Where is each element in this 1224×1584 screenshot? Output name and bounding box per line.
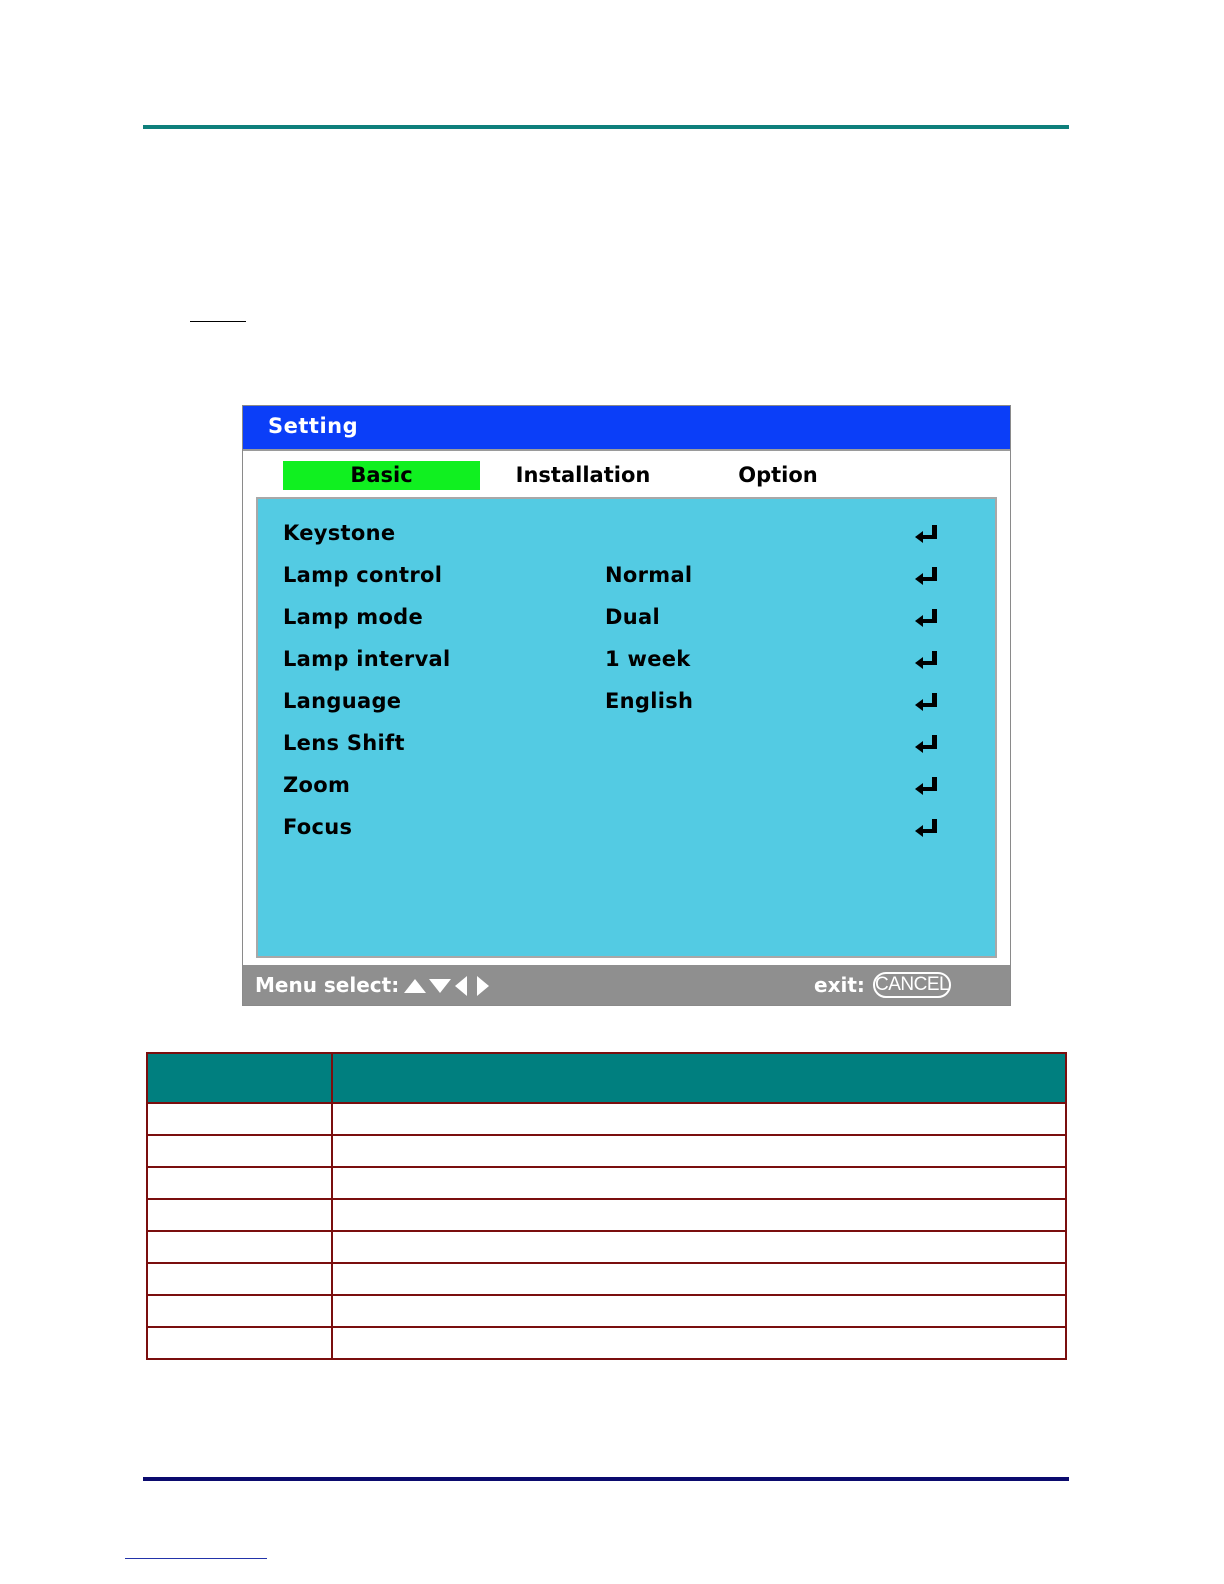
- table-row: [147, 1103, 1066, 1135]
- footer-rule: [143, 1477, 1069, 1481]
- enter-return-icon: [914, 733, 940, 757]
- underline-mark: [190, 321, 246, 322]
- table-row: [147, 1263, 1066, 1295]
- table-cell: [147, 1295, 332, 1327]
- title-bar: [243, 406, 1010, 449]
- up-arrow-icon: [404, 979, 426, 993]
- menu-item-label: Zoom: [283, 773, 351, 797]
- menu-item-value: Dual: [605, 605, 660, 629]
- menu-item-lens-shift[interactable]: [258, 727, 995, 761]
- header-rule: [143, 125, 1069, 129]
- menu-item-keystone[interactable]: [258, 517, 995, 551]
- menu-panel: [256, 497, 997, 958]
- enter-return-icon: [914, 691, 940, 715]
- window-title: Setting: [268, 414, 359, 438]
- menu-item-value: English: [605, 689, 694, 713]
- table-row: [147, 1167, 1066, 1199]
- table-cell: [332, 1231, 1066, 1263]
- menu-item-label: Focus: [283, 815, 353, 839]
- enter-return-icon: [914, 817, 940, 841]
- menu-item-zoom[interactable]: [258, 769, 995, 803]
- tab-basic[interactable]: Basic: [283, 461, 480, 490]
- table-header-cell: [332, 1053, 1066, 1103]
- table-cell: [147, 1327, 332, 1359]
- table-row: [147, 1135, 1066, 1167]
- left-arrow-icon: [455, 976, 467, 996]
- menu-item-label: Lamp interval: [283, 647, 451, 671]
- enter-return-icon: [914, 523, 940, 547]
- table-cell: [147, 1231, 332, 1263]
- menu-item-value: 1 week: [605, 647, 691, 671]
- description-table: [146, 1052, 1067, 1360]
- menu-item-lamp-mode[interactable]: [258, 601, 995, 635]
- table-cell: [332, 1167, 1066, 1199]
- table-header-cell: [147, 1053, 332, 1103]
- table-row: [147, 1231, 1066, 1263]
- table-cell: [332, 1263, 1066, 1295]
- tab-option[interactable]: Option: [738, 463, 818, 487]
- menu-item-label: Language: [283, 689, 402, 713]
- menu-item-lamp-control[interactable]: [258, 559, 995, 593]
- table-cell: [332, 1327, 1066, 1359]
- menu-item-label: Lens Shift: [283, 731, 405, 755]
- menu-item-lamp-interval[interactable]: [258, 643, 995, 677]
- table-cell: [332, 1103, 1066, 1135]
- table-header-row: [147, 1053, 1066, 1103]
- table-row: [147, 1327, 1066, 1359]
- enter-return-icon: [914, 565, 940, 589]
- table-cell: [147, 1167, 332, 1199]
- tab-installation[interactable]: Installation: [515, 463, 651, 487]
- navigation-arrows: [403, 974, 491, 998]
- menu-item-value: Normal: [605, 563, 693, 587]
- enter-return-icon: [914, 775, 940, 799]
- table-cell: [332, 1295, 1066, 1327]
- menu-item-label: Lamp mode: [283, 605, 424, 629]
- table-cell: [147, 1135, 332, 1167]
- menu-item-label: Keystone: [283, 521, 396, 545]
- setting-menu-window: [242, 405, 1011, 1006]
- table-cell: [147, 1103, 332, 1135]
- menu-select-label: Menu select:: [255, 973, 400, 997]
- table-cell: [147, 1263, 332, 1295]
- enter-return-icon: [914, 607, 940, 631]
- exit-label: exit:: [814, 973, 865, 997]
- status-bar: [243, 965, 1010, 1005]
- right-arrow-icon: [477, 976, 489, 996]
- table-cell: [147, 1199, 332, 1231]
- table-row: [147, 1199, 1066, 1231]
- footer-link-underline: [125, 1558, 267, 1559]
- menu-item-language[interactable]: [258, 685, 995, 719]
- table-row: [147, 1295, 1066, 1327]
- cancel-button[interactable]: CANCEL: [873, 972, 951, 998]
- enter-return-icon: [914, 649, 940, 673]
- menu-item-focus[interactable]: [258, 811, 995, 845]
- down-arrow-icon: [429, 979, 451, 993]
- table-cell: [332, 1199, 1066, 1231]
- table-cell: [332, 1135, 1066, 1167]
- menu-item-label: Lamp control: [283, 563, 443, 587]
